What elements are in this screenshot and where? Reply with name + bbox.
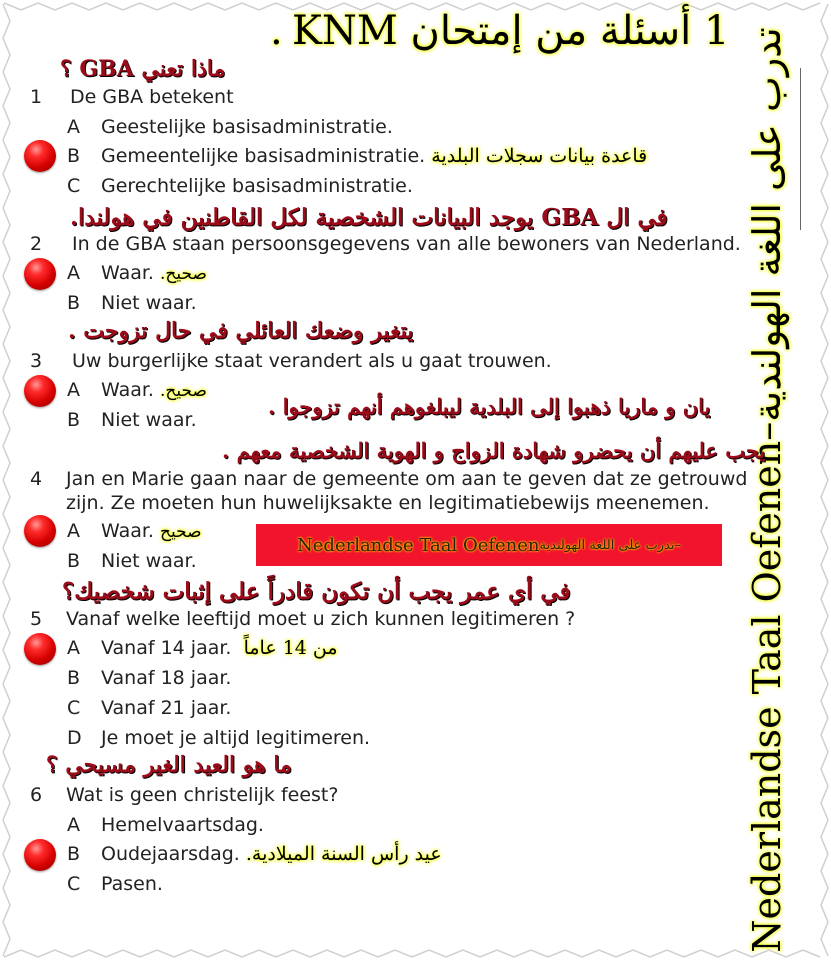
question-number: 1 xyxy=(30,86,43,108)
option-A[interactable] xyxy=(67,637,338,659)
option-letter: A xyxy=(67,637,80,659)
question-number: 3 xyxy=(30,350,43,372)
option-text: Niet waar. xyxy=(101,409,197,431)
option-C[interactable] xyxy=(67,175,413,197)
question-heading-ar: في ال GBA يوجد البيانات الشخصية لكل القاطنين في هولندا. xyxy=(70,204,668,231)
option-A[interactable] xyxy=(67,520,202,542)
question-text: Jan en Marie gaan naar de gemeente om aan te geven dat ze getrouwd xyxy=(66,468,748,490)
option-D[interactable] xyxy=(67,727,370,749)
option-letter: D xyxy=(67,727,82,749)
correct-marker-icon xyxy=(24,375,56,407)
title-dot: . xyxy=(270,8,283,54)
banner-text-ar: –تدرب على اللغة الهولندية xyxy=(539,537,681,553)
question-number: 4 xyxy=(30,468,43,490)
option-letter: B xyxy=(67,292,81,314)
option-text: Waar. xyxy=(101,520,154,542)
option-B[interactable] xyxy=(67,667,231,689)
option-letter: B xyxy=(67,550,81,572)
option-B[interactable] xyxy=(67,409,197,431)
question-text: De GBA betekent xyxy=(70,86,234,108)
option-text: Oudejaarsdag. xyxy=(101,843,240,865)
question-heading-ar: يان و ماريا ذهبوا إلى البلدية ليبلغوهم أنهم تزوجوا . xyxy=(268,394,711,419)
option-letter: A xyxy=(67,116,80,138)
option-letter: A xyxy=(67,379,80,401)
option-text: Niet waar. xyxy=(101,550,197,572)
question-heading-ar: في أي عمر يجب أن تكون قادراً على إثبات شخصيك؟ xyxy=(62,578,571,605)
option-B[interactable] xyxy=(67,843,442,865)
option-C[interactable] xyxy=(67,697,231,719)
question-heading-ar: ماذا تعني GBA ؟ xyxy=(60,56,226,82)
option-letter: B xyxy=(67,843,81,865)
option-text: Geestelijke basisadministratie. xyxy=(101,116,393,138)
answer-note-ar: صحيح. xyxy=(160,264,207,284)
question-text: Vanaf welke leeftijd moet u zich kunnen legitimeren ? xyxy=(66,608,576,630)
question-text: Wat is geen christelijk feest? xyxy=(66,784,339,806)
option-letter: A xyxy=(67,520,80,542)
option-text: Waar. xyxy=(101,379,154,401)
page-title xyxy=(270,6,730,60)
option-B[interactable] xyxy=(67,550,197,572)
option-letter: B xyxy=(67,409,81,431)
answer-note-ar: قاعدة بيانات سجلات البلدية xyxy=(431,145,648,167)
question-number: 6 xyxy=(30,784,43,806)
option-text: Gemeentelijke basisadministratie. xyxy=(101,145,426,167)
option-B[interactable] xyxy=(67,145,647,167)
option-A[interactable] xyxy=(67,116,393,138)
question-text: zijn. Ze moeten hun huwelijksakte en legitimatiebewijs meenemen. xyxy=(66,492,710,514)
correct-marker-icon xyxy=(24,633,56,665)
option-text: Je moet je altijd legitimeren. xyxy=(101,727,371,749)
option-text: Vanaf 21 jaar. xyxy=(101,697,232,719)
option-letter: C xyxy=(67,697,81,719)
option-text: Vanaf 14 jaar. xyxy=(101,637,232,659)
option-text: Vanaf 18 jaar. xyxy=(101,667,232,689)
promo-banner xyxy=(256,524,722,566)
option-text: Niet waar. xyxy=(101,292,197,314)
option-C[interactable] xyxy=(67,873,163,895)
option-letter: B xyxy=(67,667,81,689)
question-heading-ar-2: يجب عليهم أن يحضرو شهادة الزواج و الهوية الشخصية معهم . xyxy=(222,438,766,463)
option-B[interactable] xyxy=(67,292,197,314)
option-letter: C xyxy=(67,873,81,895)
side-label xyxy=(737,27,797,953)
option-A[interactable] xyxy=(67,262,207,284)
option-letter: A xyxy=(67,262,80,284)
correct-marker-icon xyxy=(24,258,56,290)
option-A[interactable] xyxy=(67,379,207,401)
option-letter: A xyxy=(67,814,80,836)
banner-text-nl: Nederlandse Taal Oefenen xyxy=(297,534,540,556)
question-number: 5 xyxy=(30,608,43,630)
answer-note-ar: صحيح xyxy=(160,522,202,542)
question-text: Uw burgerlijke staat verandert als u gaat trouwen. xyxy=(72,350,552,372)
divider-line xyxy=(800,68,801,230)
question-number: 2 xyxy=(30,233,43,255)
option-A[interactable] xyxy=(67,814,264,836)
answer-note-ar: صحيح. xyxy=(160,381,207,401)
question-heading-ar: ما هو العيد الغير مسيحي ؟ xyxy=(46,752,292,778)
answer-note-ar: من 14 عاماً xyxy=(243,637,338,659)
correct-marker-icon xyxy=(24,515,56,547)
option-text: Waar. xyxy=(101,262,154,284)
option-text: Hemelvaartsdag. xyxy=(101,814,264,836)
title-text: 1 أسئلة من إمتحان KNM xyxy=(292,8,730,54)
correct-marker-icon xyxy=(24,839,56,871)
option-letter: B xyxy=(67,145,81,167)
option-text: Pasen. xyxy=(101,873,163,895)
option-letter: C xyxy=(67,175,81,197)
question-text: In de GBA staan persoonsgegevens van alle bewoners van Nederland. xyxy=(72,233,741,255)
side-label-text: Nederlandse Taal Oefenen–تدرب على اللغة الهولندية xyxy=(745,27,789,953)
answer-note-ar: عيد رأس السنة الميلادية. xyxy=(245,843,442,865)
correct-marker-icon xyxy=(24,140,56,172)
option-text: Gerechtelijke basisadministratie. xyxy=(101,175,413,197)
question-heading-ar: يتغير وضعك العائلي في حال تزوجت . xyxy=(68,318,414,344)
